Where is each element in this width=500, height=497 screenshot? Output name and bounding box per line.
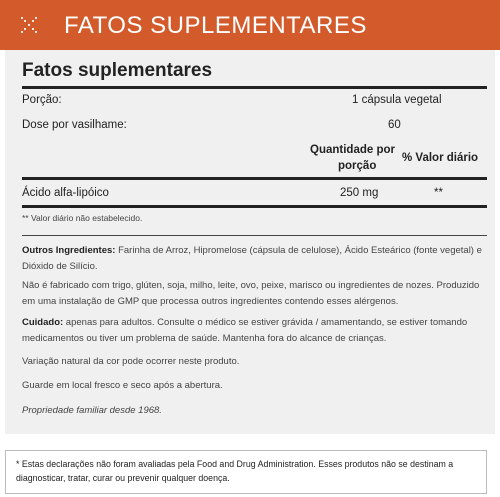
nutrient-name: Ácido alfa-lipóico	[22, 187, 109, 199]
divider-thick	[22, 177, 487, 180]
supplement-facts-panel	[5, 50, 495, 434]
fda-disclaimer	[5, 450, 487, 494]
per-container-value: 60	[388, 119, 401, 131]
header-banner	[0, 0, 500, 50]
caution-label: Cuidado:	[22, 317, 64, 328]
caution-statement	[22, 315, 482, 347]
header-title: FATOS SUPLEMENTARES	[64, 12, 367, 39]
col-amount-header-1: Quantidade por	[310, 144, 395, 156]
serving-label: Porção:	[22, 94, 62, 106]
caution-line-2: medicamentos ou tiver um problema de saúde. Mantenha fora do alcance de crianças.	[22, 333, 387, 344]
other-ingredients-label: Outros Ingredientes:	[22, 245, 116, 256]
x-pattern-icon	[20, 16, 38, 34]
nutrient-amount: 250 mg	[340, 187, 379, 199]
caution-line-1: apenas para adultos. Consulte o médico se estiver grávida / amamentando, se estiver tomando	[63, 317, 468, 328]
per-container-label: Dose por vasilhame:	[22, 119, 127, 131]
allergen-line-2: em uma instalação de GMP que processa outros ingredientes contendo esses alérgenos.	[22, 296, 399, 307]
divider-thick	[22, 205, 487, 208]
allergen-line-1: Não é fabricado com trigo, glúten, soja, milho, leite, ovo, peixe, marisco ou ingredientes de nozes. Produzido	[22, 280, 480, 291]
divider-thick	[22, 86, 487, 89]
col-dv-header: % Valor diário	[402, 152, 479, 164]
disclaimer-line-1: * Estas declarações não foram avaliadas pela Food and Drug Administration. Esses produtos não se destinam a	[16, 459, 454, 469]
panel-title: Fatos suplementares	[22, 60, 213, 81]
color-variation-note: Variação natural da cor pode ocorrer neste produto.	[22, 356, 240, 367]
serving-value: 1 cápsula vegetal	[352, 94, 442, 106]
other-ingredients-text-1: Farinha de Arroz, Hipromelose (cápsula de celulose), Ácido Esteárico (fonte vegetal) e	[115, 245, 482, 256]
nutrient-dv: **	[434, 187, 443, 199]
divider-thin	[22, 235, 487, 236]
col-amount-header-2: porção	[338, 160, 377, 172]
other-ingredients	[22, 243, 482, 275]
allergen-statement	[22, 278, 482, 310]
footnote: ** Valor diário não estabelecido.	[22, 213, 143, 223]
family-owned-note: Propriedade familiar desde 1968.	[22, 405, 162, 416]
storage-note: Guarde em local fresco e seco após a abertura.	[22, 380, 223, 391]
disclaimer-line-2: diagnosticar, tratar, curar ou prevenir qualquer doença.	[16, 473, 230, 483]
other-ingredients-text-2: Dióxido de Silício.	[22, 261, 98, 272]
